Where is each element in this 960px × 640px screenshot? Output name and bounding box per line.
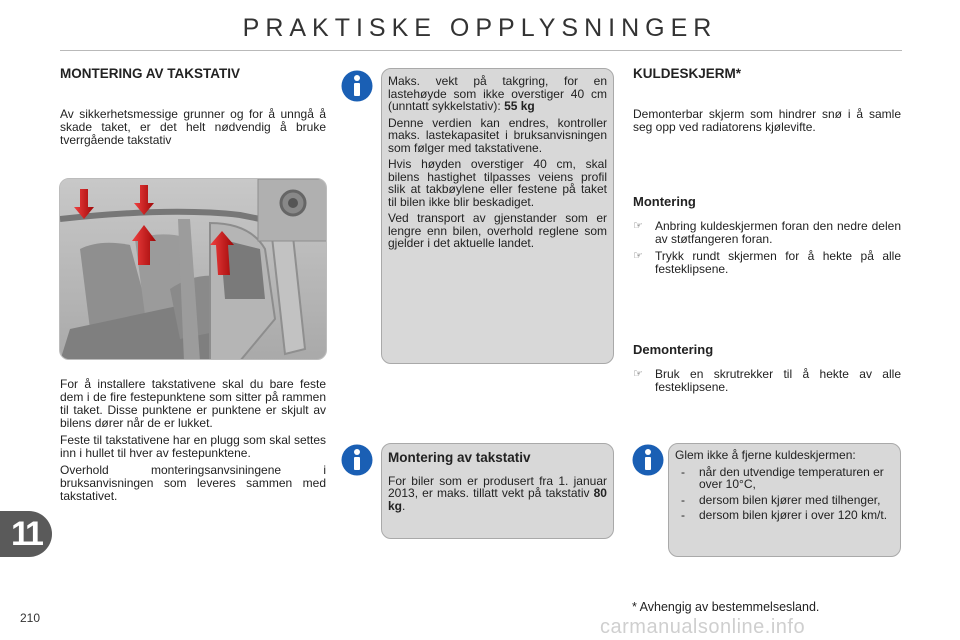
roof-rack-body xyxy=(60,378,326,507)
max-load-line: Maks. vekt på takgring, for en lastehøyde som ikke overstiger 40 cm (unntatt sykkelstativ): xyxy=(388,74,607,113)
dash: - xyxy=(681,508,685,522)
header-divider xyxy=(60,50,902,51)
weight-value: 80 kg xyxy=(388,486,607,513)
paragraph: Feste til takstativene har en plugg som skal settes inn i hullet til hver av festepunktene. xyxy=(60,433,326,460)
pointing-hand-icon: ☞ xyxy=(633,220,643,232)
max-load-text xyxy=(388,75,607,113)
max-load-value: 55 kg xyxy=(504,99,535,113)
car-interior-illustration xyxy=(60,179,327,360)
demontering-title: Demontering xyxy=(633,342,714,357)
watermark: carmanualsonline.info xyxy=(600,616,806,638)
montering-list xyxy=(633,220,901,280)
warning-intro: Glem ikke å fjerne kuldeskjermen: xyxy=(675,448,856,462)
item-text: Bruk en skrutrekker til å hekte av alle festeklipsene. xyxy=(655,367,901,394)
weight-text xyxy=(388,475,607,513)
period: . xyxy=(402,498,406,513)
montering-title: Montering xyxy=(633,194,696,209)
info-icon xyxy=(341,70,373,102)
paragraph: For å installere takstativene skal du bare feste dem i de fire festepunktene som sitter på rammen til taket. Disse punktene er punktene er skjult av bilens dører når de er lukket. xyxy=(60,377,326,430)
list-item xyxy=(675,509,894,522)
chapter-tab: 11 xyxy=(0,511,52,557)
box-title: Montering av takstativ xyxy=(388,450,531,465)
list-item xyxy=(633,368,901,394)
load-info-box xyxy=(381,68,614,364)
page-number: 210 xyxy=(20,611,41,625)
item-text: Trykk rundt skjermen for å hekte på alle festeklipsene. xyxy=(655,249,901,276)
weight-line: For biler som er produsert fra 1. januar 2013, er maks. tillatt vekt på takstativ xyxy=(388,473,607,500)
roof-rack-title: MONTERING AV TAKSTATIV xyxy=(60,66,240,81)
cold-screen-intro: Demonterbar skjerm som hindrer snø i å samle seg opp ved radiatorens kjølevifte. xyxy=(633,107,901,134)
item-text: dersom bilen kjører i over 120 km/t. xyxy=(699,508,888,522)
roof-rack-weight-box xyxy=(381,443,614,539)
item-text: Anbring kuldeskjermen foran den nedre delen av støtfangeren foran. xyxy=(655,219,901,246)
footnote: * Avhengig av bestemmelsesland. xyxy=(632,600,820,614)
cold-screen-title: KULDESKJERM* xyxy=(633,66,742,81)
list-item xyxy=(675,466,894,491)
info-icon xyxy=(341,444,373,476)
list-item xyxy=(675,494,894,507)
item-text: når den utvendige temperaturen er over 10°C, xyxy=(699,464,884,491)
paragraph: Overhold monteringsanvsiningene i bruksanvisningen som leveres sammen med takstativet. xyxy=(60,463,326,503)
dash: - xyxy=(681,492,685,507)
item-text: dersom bilen kjører med tilhenger, xyxy=(699,492,881,507)
pointing-hand-icon: ☞ xyxy=(633,368,643,380)
dash: - xyxy=(681,464,685,479)
list-item xyxy=(633,220,901,246)
warning-list xyxy=(675,466,894,522)
roof-rack-intro: Av sikkerhetsmessige grunner og for å unngå å skade taket, er det helt nødvendig å bruke tverrgående takstativ xyxy=(60,107,326,147)
info-icon xyxy=(632,444,664,476)
cold-screen-warning-box xyxy=(668,443,901,557)
demontering-list xyxy=(633,368,901,398)
paragraph: Ved transport av gjenstander som er lengre enn bilen, overhold reglene som gjelder i det aktuelle landet. xyxy=(388,211,607,250)
car-roof-photo xyxy=(59,178,327,360)
paragraph: Denne verdien kan endres, kontroller maks. lastekapasitet i bruksanvisningen som følger med takstativene. xyxy=(388,115,607,155)
page-header: PRAKTISKE OPPLYSNINGER xyxy=(242,14,718,42)
list-item xyxy=(633,250,901,276)
pointing-hand-icon: ☞ xyxy=(633,250,643,262)
paragraph: Hvis høyden overstiger 40 cm, skal bilens hastighet tilpasses veiens profil slik at takbøylene eller festene på taket til bilen ikke blir beskadiget. xyxy=(388,157,607,209)
